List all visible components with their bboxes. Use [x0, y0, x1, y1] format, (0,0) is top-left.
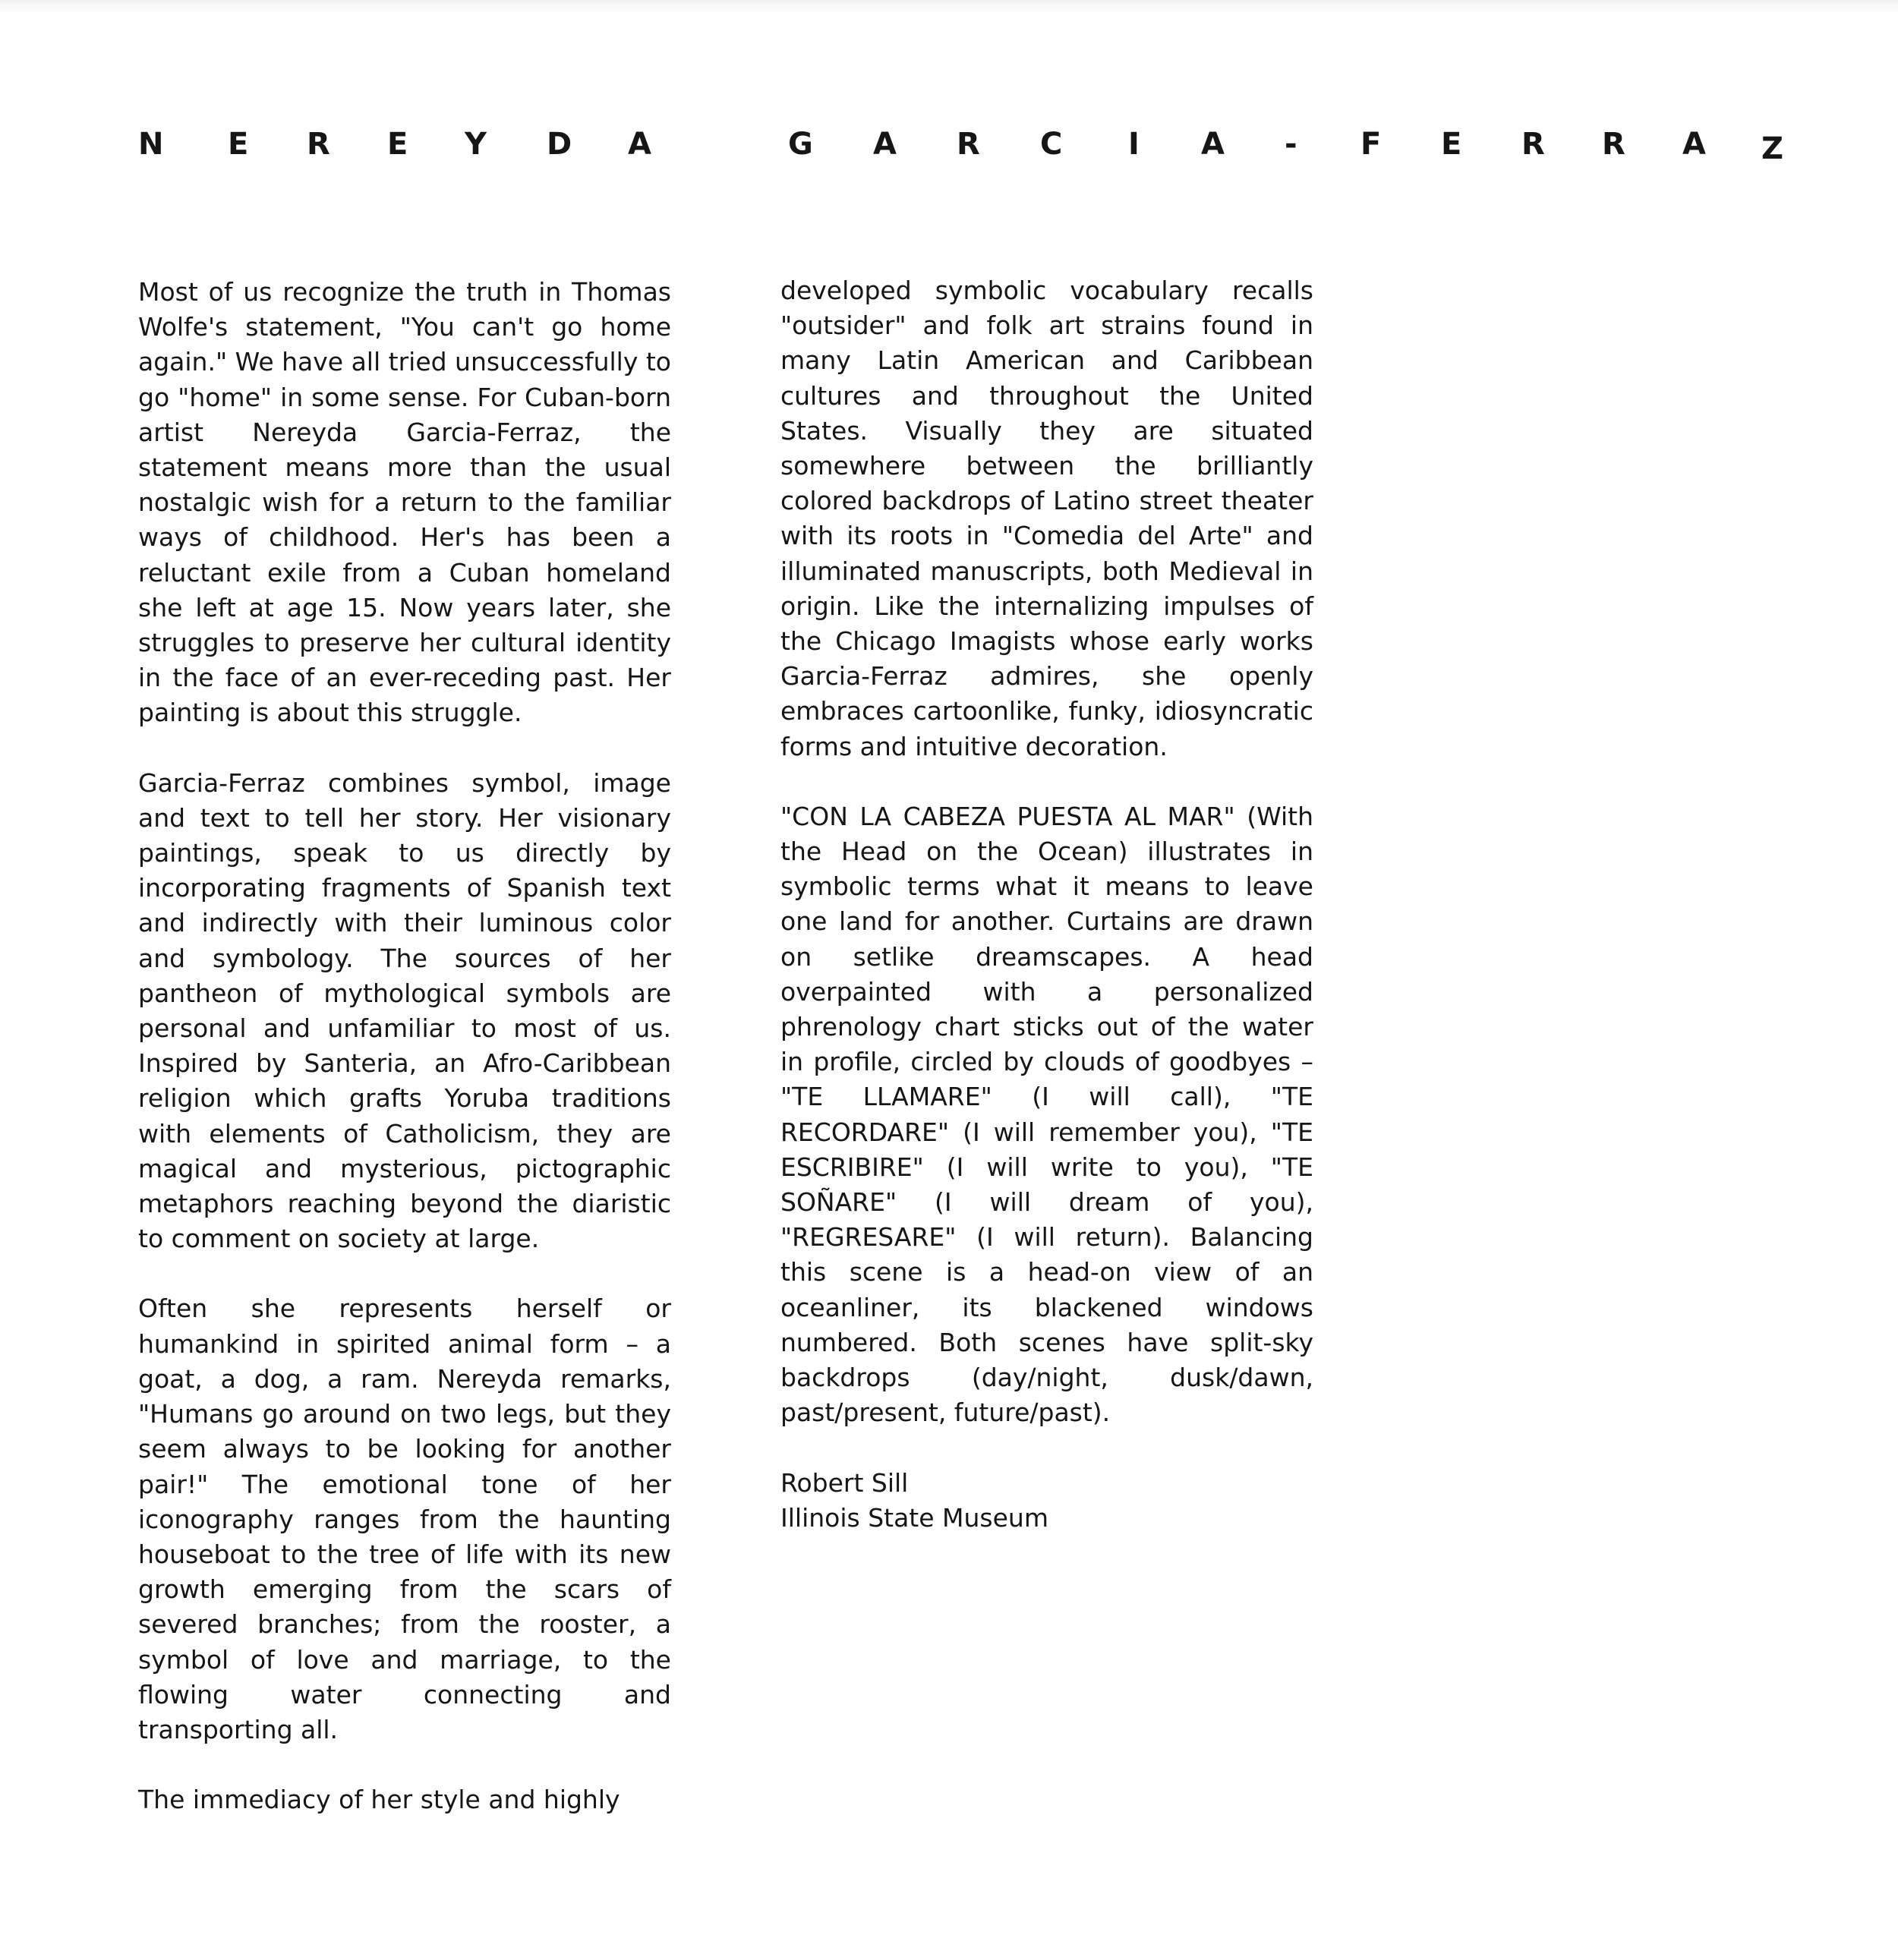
heading-letter: R — [307, 127, 330, 162]
paragraph: Garcia-Ferraz combines symbol, image and text to tell her story. Her visionary paintings, speak to us directly by incorporating fragments of Spanish text and indirectly with their luminous color and symbology. The sources of her pantheon of mythological symbols are personal and unfamiliar to most of us. Inspired by Santeria, an Afro-Caribbean religion which grafts Yoruba traditions with elements of Catholicism, they are magical and mysterious, pictographic metaphors reaching beyond the diaristic to comment on society at large. — [138, 767, 671, 1254]
heading-letter: Y — [465, 127, 487, 162]
heading-letter: D — [547, 127, 572, 162]
heading-letter: - — [1285, 127, 1297, 162]
left-column — [138, 275, 671, 1852]
paragraph: Often she represents herself or humankind in spirited animal form – a goat, a dog, a ram. Nereyda remarks, "Humans go around on two legs, but they seem always to be looking for another pair!" The emotional tone of her iconography ranges from the haunting houseboat to the tree of life with its new growth emerging from the scars of severed branches; from the rooster, a symbol of love and marriage, to the flowing water connecting and transporting all. — [138, 1294, 671, 1744]
heading-letter: E — [1441, 127, 1462, 162]
heading-letter: N — [138, 127, 164, 162]
heading-letter: G — [788, 127, 813, 162]
heading-letter: Z — [1761, 131, 1784, 166]
scan-edge — [0, 0, 1898, 14]
paragraph: developed symbolic vocabulary recalls "outsider" and folk art strains found in many Latin American and Caribbean cultures and throughout the United States. Visually they are situated somewhere between the brilliantly colored backdrops of Latino street theater with its roots in "Comedia del Arte" and illuminated manuscripts, both Medieval in origin. Like the internalizing impulses of the Chicago Imagists whose early works Garcia-Ferraz admires, she openly embraces cartoonlike, funky, idiosyncratic forms and intuitive decoration. — [780, 276, 1313, 761]
heading-letter: E — [387, 127, 408, 162]
paragraph: The immediacy of her style and highly — [138, 1785, 620, 1815]
right-column — [780, 273, 1313, 1536]
heading-letter: A — [628, 127, 651, 162]
heading-letter: A — [873, 127, 897, 162]
heading-letter: A — [1201, 127, 1225, 162]
author-institution: Illinois State Museum — [780, 1502, 1048, 1533]
paragraph: Most of us recognize the truth in Thomas Wolfe's statement, "You can't go home again." We have all tried unsuccessfully to go "home" in some sense. For Cuban-born artist Nereyda Garcia-Ferraz, the statement means more than the usual nostalgic wish for a return to the familiar ways of childhood. Her's has been a reluctant exile from a Cuban homeland she left at age 15. Now years later, she struggles to preserve her cultural identity in the face of an ever-receding past. Her painting is about this struggle. — [138, 277, 671, 728]
article-heading — [138, 121, 1786, 167]
heading-letter: A — [1682, 127, 1706, 162]
paragraph: "CON LA CABEZA PUESTA AL MAR" (With the Head on the Ocean) illustrates in symbolic terms what it means to leave one land for another. Curtains are drawn on setlike dreamscapes. A head overpainted with a personalized phrenology chart sticks out of the water in profile, circled by clouds of goodbyes – "TE LLAMARE" (I will call), "TE RECORDARE" (I will remember you), "TE ESCRIBIRE" (I will write to you), "TE SOÑARE" (I will dream of you), "REGRESARE" (I will return). Balancing this scene is a head-on view of an oceanliner, its blackened windows numbered. Both scenes have split-sky backdrops (day/night, dusk/dawn, past/present, future/past). — [780, 801, 1313, 1428]
heading-letter: E — [228, 127, 249, 162]
author-name: Robert Sill — [780, 1467, 909, 1498]
heading-letter: I — [1128, 127, 1140, 162]
heading-letter: C — [1040, 127, 1063, 162]
heading-letter: R — [957, 127, 980, 162]
heading-letter: R — [1521, 127, 1545, 162]
heading-letter: F — [1360, 127, 1382, 162]
heading-letter: R — [1602, 127, 1625, 162]
